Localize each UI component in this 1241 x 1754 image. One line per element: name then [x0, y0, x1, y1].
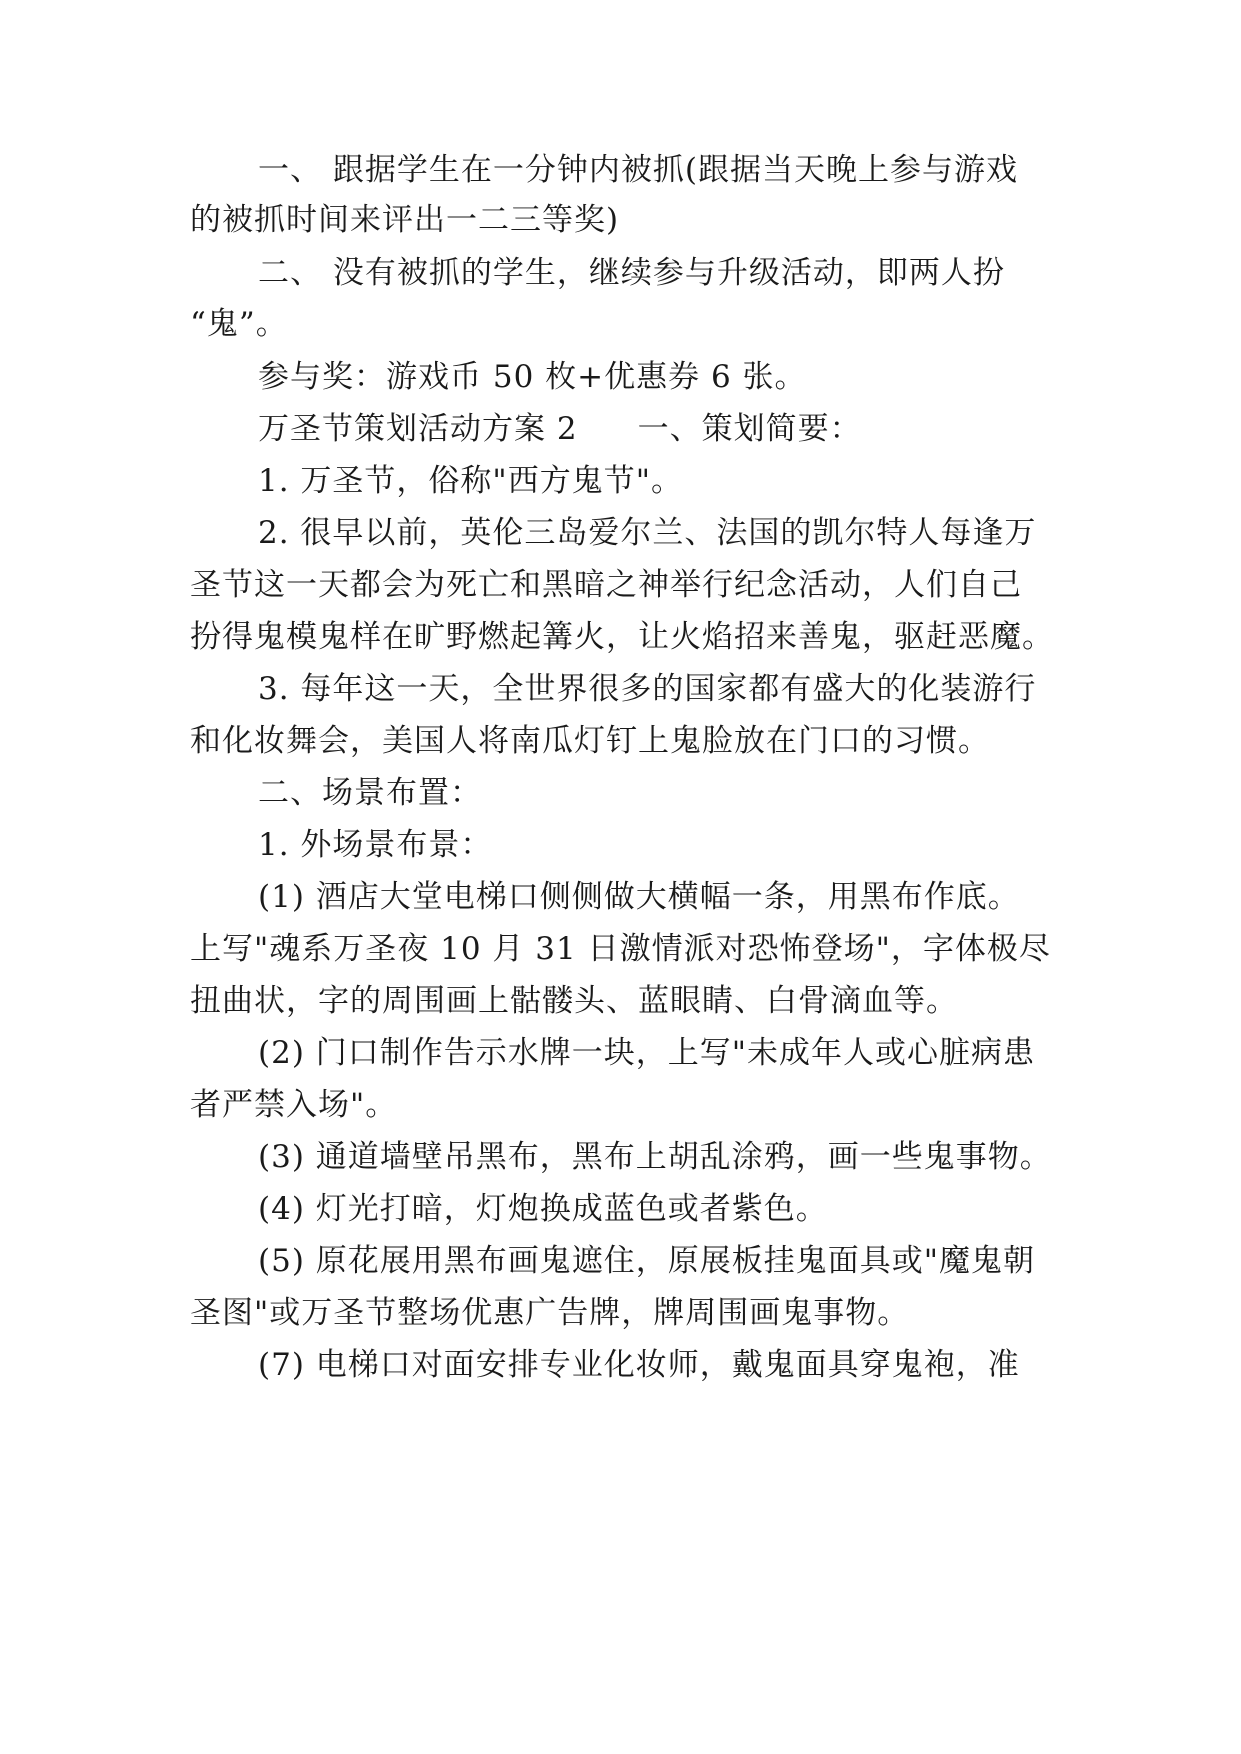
- outdoor-scene-heading: 1. 外场景布景：: [258, 827, 493, 863]
- item-7-line-1: (7) 电梯口对面安排专业化妆师，戴鬼面具穿鬼袍，准: [258, 1347, 1020, 1383]
- item-4: (4) 灯光打暗，灯炮换成蓝色或者紫色。: [258, 1191, 828, 1227]
- item-5-line-1: (5) 原花展用黑布画鬼遮住，原展板挂鬼面具或"魔鬼朝: [258, 1243, 1036, 1279]
- paragraph-2-line-1: 二、 没有被抓的学生，继续参与升级活动，即两人扮: [258, 255, 1005, 291]
- item-1-line-2: 上写"魂系万圣夜 10 月 31 日激情派对恐怖登场"，字体极尽: [190, 931, 1051, 967]
- item-5-line-2: 圣图"或万圣节整场优惠广告牌，牌周围画鬼事物。: [190, 1295, 910, 1331]
- participation-prize: 参与奖：游戏币 50 枚+优惠券 6 张。: [258, 359, 807, 395]
- summary-item-2-line-1: 2. 很早以前，英伦三岛爱尔兰、法国的凯尔特人每逢万: [258, 515, 1037, 551]
- item-1-line-3: 扭曲状，字的周围画上骷髅头、蓝眼睛、白骨滴血等。: [190, 983, 958, 1019]
- paragraph-2-line-2: “鬼”。: [190, 306, 288, 342]
- summary-item-2-line-2: 圣节这一天都会为死亡和黑暗之神举行纪念活动，人们自己: [190, 567, 1022, 603]
- section-heading-row: [258, 409, 862, 449]
- summary-item-3-line-2: 和化妆舞会，美国人将南瓜灯钉上鬼脸放在门口的习惯。: [190, 723, 990, 759]
- planning-summary-heading: 一、策划简要：: [637, 411, 862, 447]
- scene-layout-heading: 二、场景布置：: [258, 775, 482, 811]
- summary-item-3-line-1: 3. 每年这一天，全世界很多的国家都有盛大的化装游行: [258, 671, 1037, 707]
- paragraph-1-line-1: 一、 跟据学生在一分钟内被抓(跟据当天晚上参与游戏: [258, 152, 1018, 188]
- item-2-line-2: 者严禁入场"。: [190, 1087, 398, 1123]
- item-3: (3) 通道墙壁吊黑布，黑布上胡乱涂鸦，画一些鬼事物。: [258, 1139, 1052, 1175]
- summary-item-2-line-3: 扮得鬼模鬼样在旷野燃起篝火，让火焰招来善鬼，驱赶恶魔。: [190, 619, 1054, 655]
- paragraph-1-line-2: 的被抓时间来评出一二三等奖): [190, 202, 620, 238]
- item-1-line-1: (1) 酒店大堂电梯口侧侧做大横幅一条，用黑布作底。: [258, 879, 1020, 915]
- plan-title: 万圣节策划活动方案 2: [258, 411, 578, 447]
- summary-item-1: 1. 万圣节，俗称"西方鬼节"。: [258, 463, 683, 499]
- item-2-line-1: (2) 门口制作告示水牌一块，上写"未成年人或心脏病患: [258, 1035, 1036, 1071]
